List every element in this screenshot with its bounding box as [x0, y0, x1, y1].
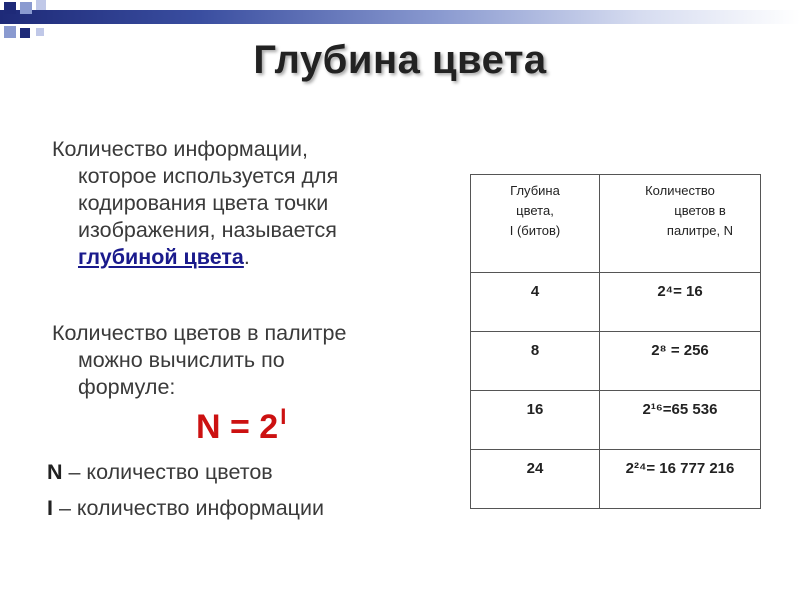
header-cell-count	[600, 175, 761, 273]
definition-text: – количество цветов	[62, 460, 273, 484]
depth-value: 24	[526, 460, 544, 477]
depth-value: 4	[530, 283, 540, 300]
paragraph-line: Количество информации,	[52, 137, 308, 161]
color-depth-term-link[interactable]: глубиной цвета	[78, 245, 244, 269]
header-cell-depth	[471, 175, 600, 273]
definition-i	[47, 496, 324, 521]
count-cell	[600, 450, 761, 509]
paragraph-line: можно вычислить по	[78, 348, 285, 372]
formula-exponent: I	[280, 404, 287, 429]
formula-paragraph	[52, 320, 432, 401]
depth-value: 16	[526, 401, 544, 418]
top-decorative-bar	[0, 10, 800, 24]
count-value: 2¹⁶=65 536	[642, 401, 718, 418]
count-value: 2⁴= 16	[657, 283, 703, 300]
depth-cell	[471, 273, 600, 332]
count-value: 2⁸ = 256	[651, 342, 709, 359]
paragraph-line: формуле:	[78, 375, 176, 399]
paragraph-line: кодирования цвета точки	[78, 191, 329, 215]
count-value: 2²⁴= 16 777 216	[625, 460, 735, 477]
depth-cell	[471, 391, 600, 450]
depth-cell	[471, 450, 600, 509]
header-text: Количество	[645, 183, 715, 198]
header-text: Глубина	[510, 183, 560, 198]
slide-title: Глубина цвета	[253, 38, 547, 82]
paragraph-line: изображения, называется	[78, 218, 337, 242]
definition-symbol: I	[47, 496, 53, 520]
definition-paragraph	[52, 136, 432, 271]
header-text: палитре, N	[666, 223, 734, 238]
definition-n	[47, 460, 273, 485]
formula	[196, 404, 287, 447]
formula-base: N = 2	[196, 408, 279, 446]
table-row	[471, 332, 761, 391]
header-text: цветов в	[674, 203, 726, 218]
table-header-row	[471, 175, 761, 273]
header-text: I (битов)	[509, 223, 561, 238]
header-text: цвета,	[516, 203, 554, 218]
color-depth-table	[470, 174, 761, 509]
depth-cell	[471, 332, 600, 391]
depth-value: 8	[530, 342, 540, 359]
paragraph-line-term	[52, 244, 432, 271]
count-cell	[600, 391, 761, 450]
count-cell	[600, 273, 761, 332]
table-row	[471, 273, 761, 332]
paragraph-line: Количество цветов в палитре	[52, 321, 347, 345]
paragraph-period: .	[243, 245, 250, 269]
table-row	[471, 391, 761, 450]
definition-symbol: N	[47, 460, 63, 484]
table-row	[471, 450, 761, 509]
definition-text: – количество информации	[52, 496, 325, 520]
count-cell	[600, 332, 761, 391]
paragraph-line: которое используется для	[78, 164, 339, 188]
